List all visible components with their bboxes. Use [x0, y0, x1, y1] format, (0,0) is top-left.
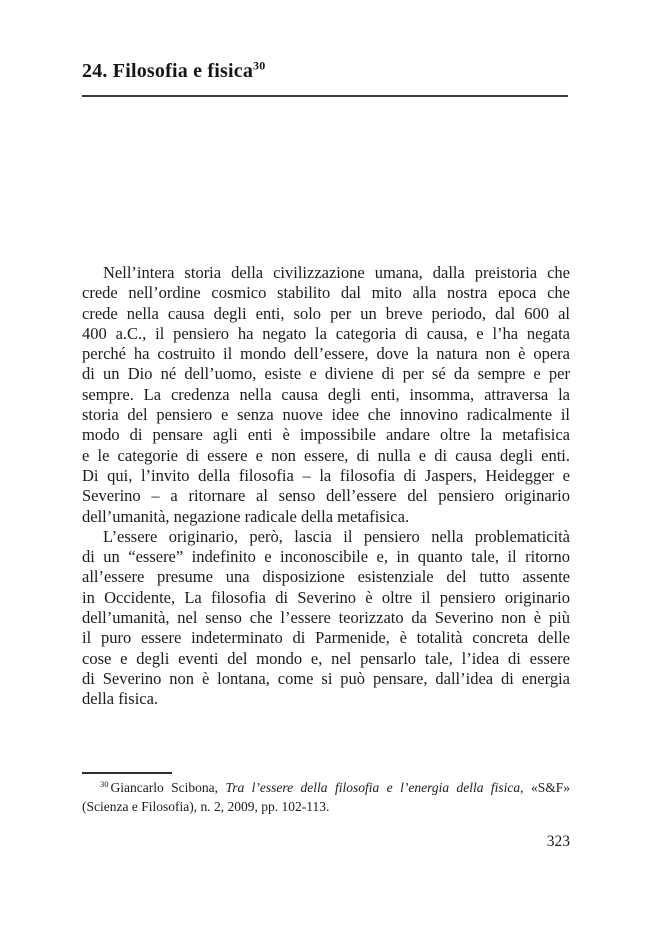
body-line: cose e degli eventi del mondo e, nel pensarlo tale, l’idea di essere	[82, 648, 570, 668]
chapter-title-text: 24. Filosofia e fisica	[82, 60, 254, 82]
title-rule	[82, 95, 568, 97]
body-line: 400 a.C., il pensiero ha negato la categoria di causa, e l’ha negata	[82, 323, 570, 343]
body-line: di un “essere” indefinito e inconoscibile e, in quanto tale, il ritorno	[82, 547, 570, 567]
body-line: storia del pensiero e senza nuove idee che innovino radicalmente il	[82, 405, 570, 425]
body-text	[82, 263, 570, 710]
body-line: crede nell’ordine cosmico stabilito dal mito alla nostra epoca che	[82, 283, 570, 303]
body-line: il puro essere indeterminato di Parmenide, è totalità concreta delle	[82, 628, 570, 648]
body-line: Nell’intera storia della civilizzazione umana, dalla preistoria che	[103, 263, 570, 282]
body-line: di un Dio né dell’uomo, esiste e diviene di per sé da sempre e per	[82, 364, 570, 384]
body-line: sempre. La credenza nella causa degli enti, insomma, attraversa la	[82, 384, 570, 404]
body-line: all’essere presume una disposizione esistenziale del tutto assente	[82, 567, 570, 587]
chapter-footnote-reference: 30	[253, 58, 266, 73]
body-line: modo di pensare agli enti è impossibile andare oltre la metafisica	[82, 425, 570, 445]
body-line: dell’umanità, nel senso che l’essere teorizzato da Severino non è più	[82, 608, 570, 628]
footnote-work-title: Tra l’essere della filosofia e l’energia della fisica	[225, 780, 521, 795]
chapter-title	[82, 60, 570, 83]
body-line: in Occidente, La filosofia di Severino è oltre il pensiero originario	[82, 587, 570, 607]
footnote-marker: 30	[100, 778, 109, 789]
body-line: e le categorie di essere e non essere, di nulla e di causa degli enti.	[82, 445, 570, 465]
page-content	[82, 0, 570, 928]
body-line: Di qui, l’invito della filosofia – la filosofia di Jaspers, Heidegger e	[82, 465, 570, 485]
footnote	[82, 778, 570, 816]
body-line: crede nella causa degli enti, solo per un breve periodo, dal 600 al	[82, 303, 570, 323]
footnote-author: Giancarlo Scibona,	[110, 780, 226, 795]
footnote-citation: , «S&F» (Scienza e Filosofia), n. 2, 2009, pp. 102-113.	[82, 780, 570, 814]
body-line: della fisica.	[82, 689, 159, 709]
body-line: dell’umanità, negazione radicale della metafisica.	[82, 506, 410, 526]
body-line: di Severino non è lontana, come si può pensare, dall’idea di energia	[82, 668, 570, 688]
body-line: Severino – a ritornare al senso dell’essere del pensiero originario	[82, 486, 570, 506]
footnote-separator-rule	[82, 772, 172, 774]
body-line: perché ha costruito il mondo dell’essere, dove la natura non è opera	[82, 344, 570, 364]
page-number: 323	[546, 833, 570, 850]
body-line: L’essere originario, però, lascia il pensiero nella problematicità	[103, 526, 570, 546]
